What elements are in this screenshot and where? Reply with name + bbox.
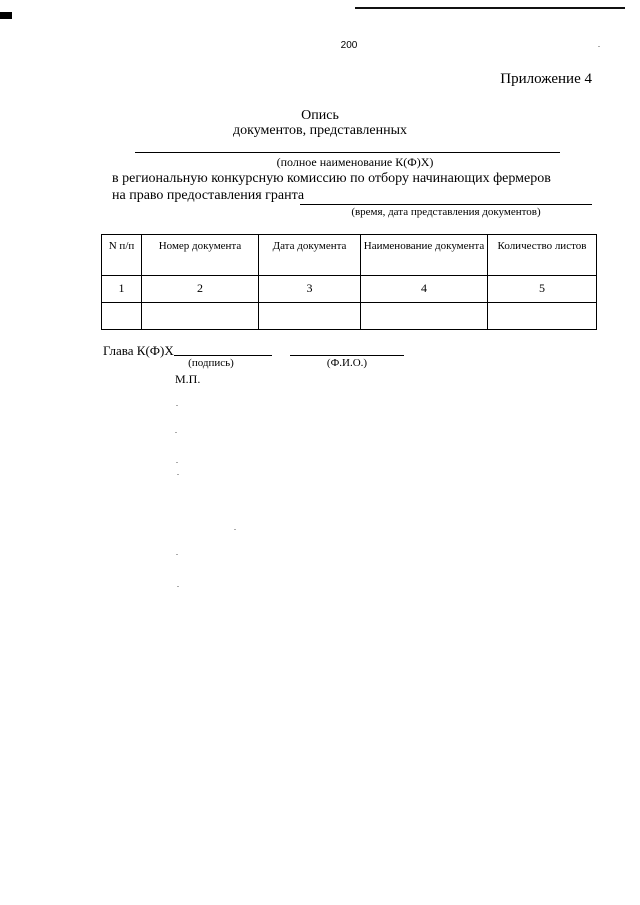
document-subtitle: документов, представленных (232, 123, 408, 138)
empty-cell[interactable] (142, 303, 259, 330)
column-number-cell: 4 (361, 276, 488, 303)
header-cell: N п/п (102, 235, 142, 276)
table-column-number-row (102, 276, 597, 303)
applicant-name-field[interactable] (135, 152, 560, 153)
page-number: 200 (340, 40, 358, 51)
column-number-cell: 2 (142, 276, 259, 303)
fio-caption: (Ф.И.О.) (326, 357, 368, 369)
empty-cell[interactable] (488, 303, 597, 330)
stamp-label: М.П. (175, 372, 201, 386)
signature-field[interactable] (174, 355, 272, 356)
scan-speck (176, 462, 178, 463)
table-row (102, 303, 597, 330)
scan-speck (598, 46, 600, 47)
column-number-cell: 5 (488, 276, 597, 303)
applicant-name-caption: (полное наименование К(Ф)Х) (276, 155, 434, 169)
table-header-row (102, 235, 597, 276)
empty-cell[interactable] (259, 303, 361, 330)
empty-cell[interactable] (361, 303, 488, 330)
header-cell: Номер документа (142, 235, 259, 276)
empty-cell[interactable] (102, 303, 142, 330)
scan-speck (177, 586, 179, 587)
header-cell: Количество листов (488, 235, 597, 276)
appendix-label: Приложение 4 (500, 71, 592, 87)
document-title: Опись (301, 108, 339, 123)
submission-time-field[interactable] (300, 204, 592, 205)
fio-field[interactable] (290, 355, 404, 356)
column-number-cell: 3 (259, 276, 361, 303)
scan-speck (175, 432, 177, 433)
top-rule (355, 7, 625, 9)
scan-speck (177, 474, 179, 475)
head-label: Глава К(Ф)Х (103, 343, 174, 358)
scan-speck (234, 529, 236, 530)
submission-time-caption: (время, дата представления документов) (351, 206, 541, 218)
body-text-line-1: в региональную конкурсную комиссию по отбору начинающих фермеров (112, 171, 551, 186)
documents-table (101, 234, 597, 330)
header-cell: Наименование документа (361, 235, 488, 276)
column-number-cell: 1 (102, 276, 142, 303)
signature-caption: (подпись) (188, 357, 234, 369)
scan-edge-mark (0, 12, 12, 19)
scan-speck (176, 405, 178, 406)
header-cell: Дата документа (259, 235, 361, 276)
body-text-line-2: на право предоставления гранта (112, 188, 305, 203)
scan-speck (176, 554, 178, 555)
